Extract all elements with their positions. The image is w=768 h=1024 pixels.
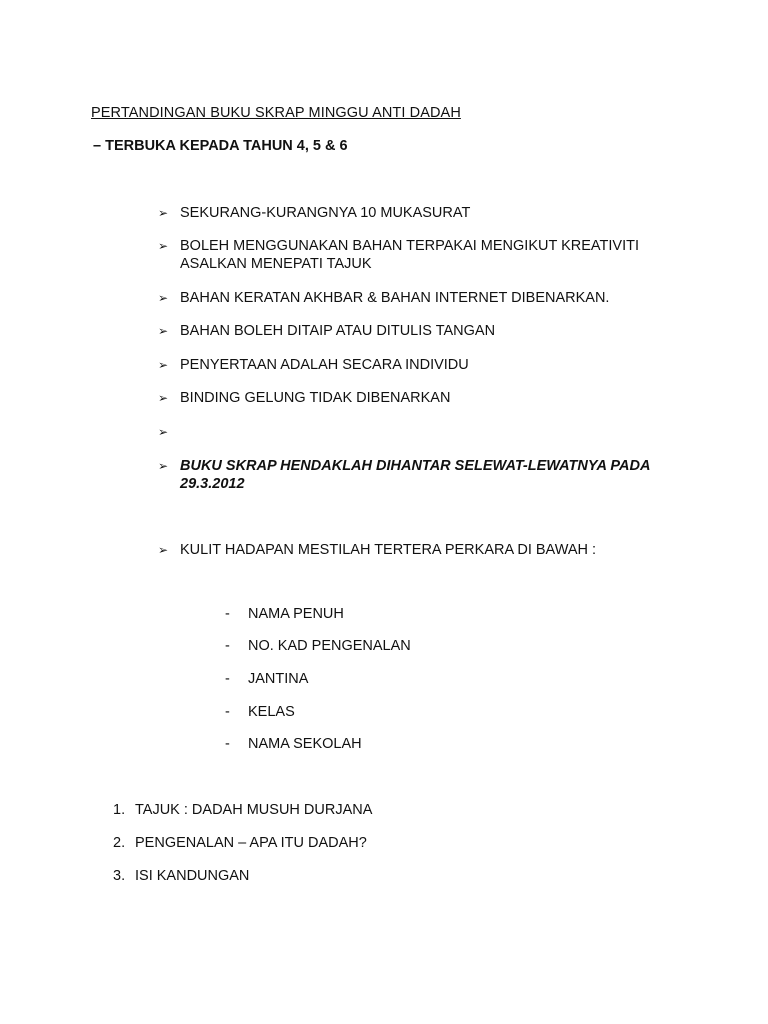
arrow-bullet-icon: ➢ bbox=[158, 206, 169, 220]
rule-item-deadline bbox=[158, 457, 698, 493]
section-item bbox=[113, 834, 513, 852]
section-number: 3. bbox=[113, 868, 126, 884]
rule-item bbox=[158, 289, 698, 307]
arrow-bullet-icon: ➢ bbox=[158, 391, 169, 405]
arrow-bullet-icon: ➢ bbox=[158, 425, 169, 439]
arrow-bullet-icon: ➢ bbox=[158, 291, 169, 305]
cover-item bbox=[225, 637, 525, 655]
section-item bbox=[113, 867, 513, 885]
arrow-bullet-icon: ➢ bbox=[158, 459, 169, 473]
document-subtitle: – TERBUKA KEPADA TAHUN 4, 5 & 6 bbox=[93, 138, 348, 154]
cover-item bbox=[225, 735, 525, 753]
section-number: 2. bbox=[113, 835, 126, 851]
rule-item bbox=[158, 237, 698, 273]
dash-marker: - bbox=[225, 606, 230, 622]
section-item bbox=[113, 801, 513, 819]
cover-item-text: NAMA PENUH bbox=[248, 606, 344, 622]
dash-marker: - bbox=[225, 736, 230, 752]
rule-text: KULIT HADAPAN MESTILAH TERTERA PERKARA DI BAWAH : bbox=[180, 542, 597, 558]
rule-item bbox=[158, 356, 698, 374]
rule-text: BOLEH MENGGUNAKAN BAHAN TERPAKAI MENGIKUT KREATIVITI ASALKAN MENEPATI TAJUK bbox=[180, 238, 639, 272]
rule-text: BINDING GELUNG TIDAK DIBENARKAN bbox=[180, 390, 451, 406]
arrow-bullet-icon: ➢ bbox=[158, 543, 169, 557]
rule-text: BAHAN BOLEH DITAIP ATAU DITULIS TANGAN bbox=[180, 323, 496, 339]
dash-marker: - bbox=[225, 638, 230, 654]
document-title: PERTANDINGAN BUKU SKRAP MINGGU ANTI DADAH bbox=[91, 105, 461, 121]
arrow-bullet-icon: ➢ bbox=[158, 239, 169, 253]
rule-item bbox=[158, 389, 698, 407]
section-text: ISI KANDUNGAN bbox=[135, 868, 250, 884]
arrow-bullet-icon: ➢ bbox=[158, 358, 169, 372]
cover-item-text: KELAS bbox=[248, 704, 295, 720]
cover-item-text: JANTINA bbox=[248, 671, 309, 687]
arrow-bullet-icon: ➢ bbox=[158, 324, 169, 338]
rule-item bbox=[158, 322, 698, 340]
section-text: TAJUK : DADAH MUSUH DURJANA bbox=[135, 802, 373, 818]
cover-item bbox=[225, 703, 525, 721]
section-text: PENGENALAN – APA ITU DADAH? bbox=[135, 835, 367, 851]
rule-text: BAHAN KERATAN AKHBAR & BAHAN INTERNET DIBENARKAN. bbox=[180, 290, 610, 306]
cover-item bbox=[225, 605, 525, 623]
rule-text: PENYERTAAN ADALAH SECARA INDIVIDU bbox=[180, 357, 469, 373]
dash-marker: - bbox=[225, 671, 230, 687]
rule-text: BUKU SKRAP HENDAKLAH DIHANTAR SELEWAT-LEWATNYA PADA 29.3.2012 bbox=[180, 458, 650, 492]
cover-item-text: NAMA SEKOLAH bbox=[248, 736, 362, 752]
cover-item-text: NO. KAD PENGENALAN bbox=[248, 638, 411, 654]
cover-item bbox=[225, 670, 525, 688]
section-number: 1. bbox=[113, 802, 126, 818]
rule-text: SEKURANG-KURANGNYA 10 MUKASURAT bbox=[180, 205, 471, 221]
rule-item-empty bbox=[158, 423, 698, 441]
rule-item bbox=[158, 204, 698, 222]
dash-marker: - bbox=[225, 704, 230, 720]
rule-text bbox=[180, 423, 698, 441]
rule-item bbox=[158, 541, 698, 559]
